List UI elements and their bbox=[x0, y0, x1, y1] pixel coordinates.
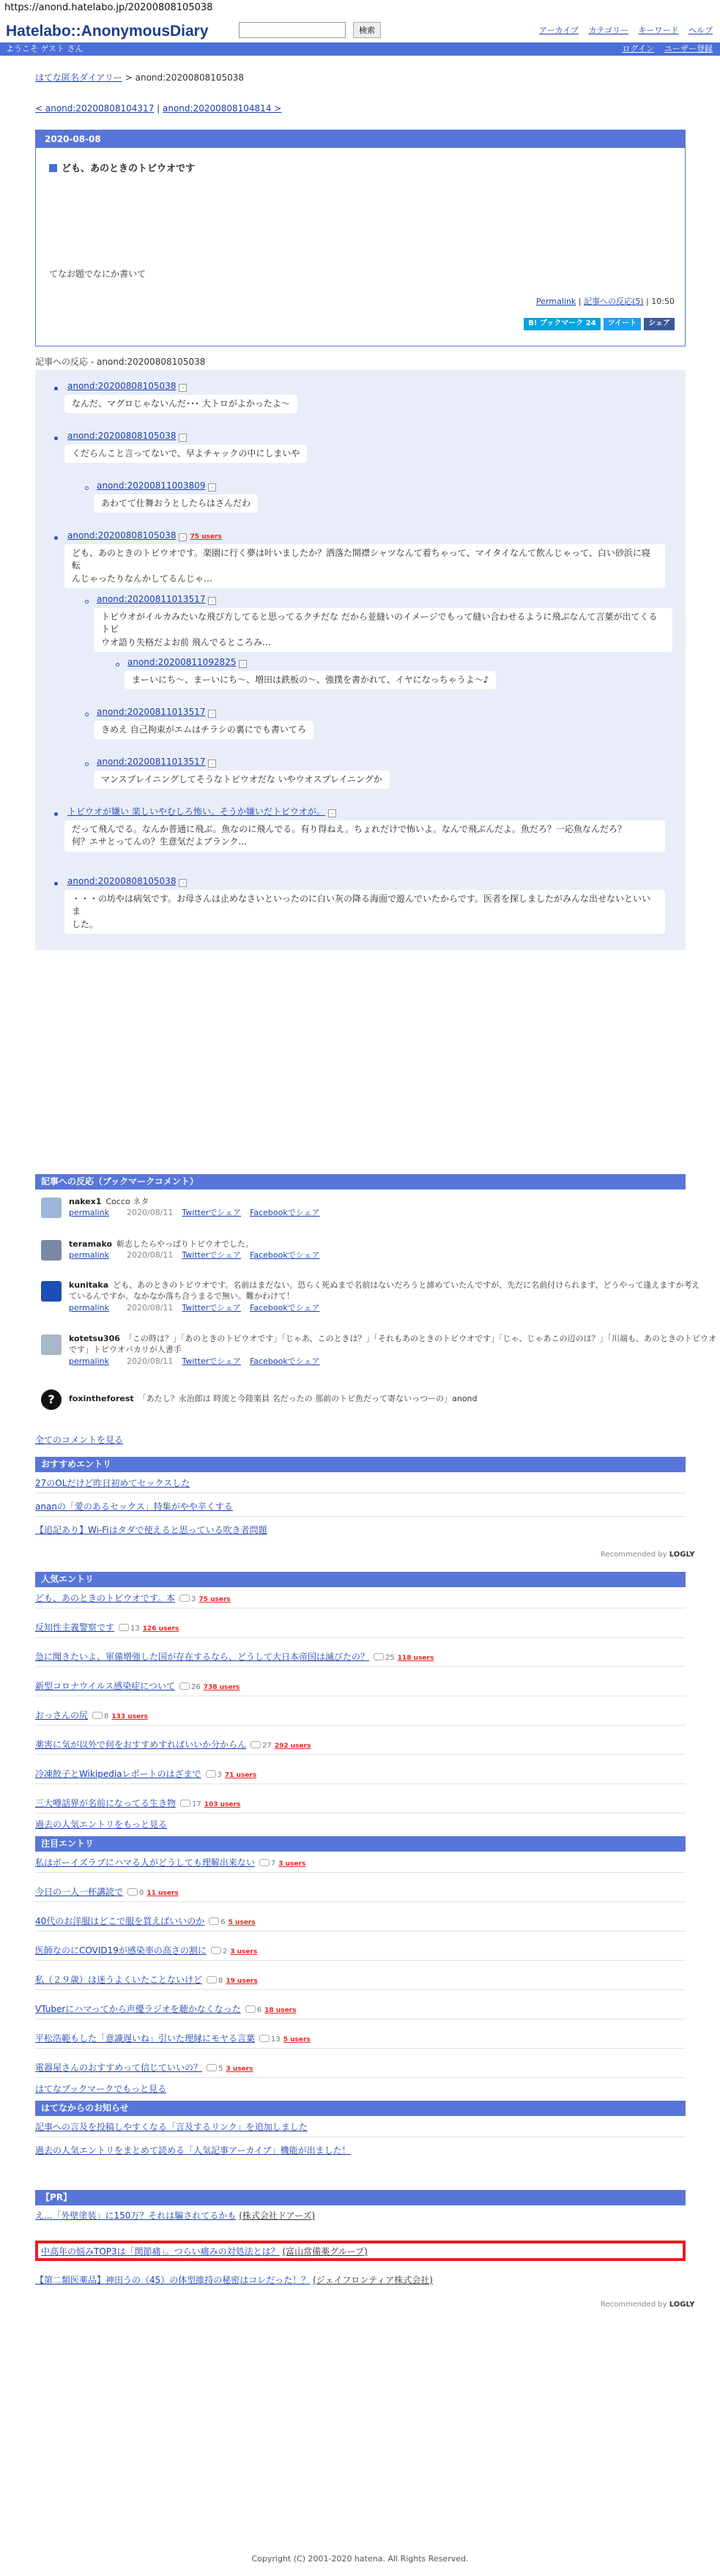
toggle-icon[interactable]: - bbox=[179, 533, 187, 541]
user-bar bbox=[0, 42, 720, 56]
responses-tree bbox=[35, 370, 686, 950]
site-logo[interactable]: Hatelabo::AnonymousDiary bbox=[6, 23, 209, 40]
pr-link[interactable]: え...「外壁塗装」に150万？それは騙されてるかも bbox=[35, 2211, 237, 2221]
recommend-link[interactable]: 【追記あり】Wi-Fiはタダで使えると思っている吹き者問題 bbox=[35, 1525, 267, 1535]
permalink-link[interactable]: Permalink bbox=[536, 297, 576, 306]
users-count[interactable]: 19 users bbox=[226, 1978, 258, 1985]
comment-count[interactable]: 0 bbox=[127, 1888, 144, 1899]
comment-count[interactable]: 6 bbox=[209, 1918, 225, 1929]
comment-count[interactable]: 6 bbox=[245, 2005, 261, 2016]
notice-link[interactable]: 過去の人気エントリをまとめて読める「人気記事アーカイブ」機能が出ました！ bbox=[35, 2145, 351, 2156]
toggle-icon[interactable]: - bbox=[208, 483, 216, 491]
users-count[interactable]: 103 users bbox=[204, 1801, 241, 1808]
response-link: anond:20200808105038 - 75 users bbox=[67, 530, 222, 541]
comment-icon bbox=[207, 1976, 217, 1983]
entry-link[interactable]: 40代のお洋服はどこで服を買えばいいのか bbox=[35, 1916, 205, 1926]
bullet-icon bbox=[85, 713, 89, 716]
response-link: anond:20200811013517 - bbox=[97, 593, 216, 606]
response-text: まーいにち～、まーいにち～、増田は鉄板の～、強撲を書かれて、イヤになっちゃうよ～♪ bbox=[125, 671, 496, 689]
comment-icon bbox=[245, 2005, 256, 2013]
entry-link[interactable]: 冷凍餃子とWikipediaレポートのはざまで bbox=[35, 1769, 201, 1779]
notice-section-title: はてなからのお知らせ bbox=[35, 2101, 686, 2116]
all-comments-link[interactable]: 全てのコメントを見る bbox=[35, 1435, 124, 1445]
bullet-icon bbox=[54, 812, 58, 816]
bullet-icon bbox=[85, 762, 89, 766]
noteworthy-entry bbox=[35, 2003, 686, 2016]
response-link: トビウオが嫌い 楽しいやむしろ怖い。そうか嫌いだトビウオが。 - bbox=[67, 806, 336, 818]
response-text: あわてて仕舞おうとしたらはさんだわ bbox=[94, 494, 258, 513]
users-count[interactable]: 738 users bbox=[203, 1684, 240, 1691]
recommend-credit: Recommended by LOGLY bbox=[601, 1551, 695, 1559]
users-count[interactable]: 3 users bbox=[226, 2065, 253, 2073]
nav-help[interactable]: ヘルプ bbox=[689, 26, 713, 35]
next-entry-link[interactable]: anond:20200808104814 > bbox=[163, 103, 282, 114]
users-count[interactable]: 5 users bbox=[228, 1919, 256, 1926]
comment-count[interactable]: 3 bbox=[206, 1770, 222, 1781]
search-input[interactable] bbox=[239, 22, 346, 38]
bullet-icon bbox=[54, 387, 58, 390]
users-count[interactable]: 292 users bbox=[274, 1742, 311, 1750]
users-count[interactable]: 3 users bbox=[278, 1860, 306, 1868]
reactions-link[interactable]: 記事への反応(5) bbox=[584, 297, 644, 306]
entry-link[interactable]: 新型コロナウイルス感染症について bbox=[35, 1681, 176, 1691]
users-count[interactable]: 3 users bbox=[230, 1948, 258, 1956]
comment-count[interactable]: 2 bbox=[211, 1947, 227, 1958]
response-link: anond:20200808105038 - bbox=[67, 875, 187, 888]
popular-entry bbox=[35, 1622, 686, 1635]
comment-count[interactable]: 5 bbox=[207, 2064, 223, 2075]
entry-link[interactable]: 私はボーイズラブにハマる人がどうしても理解出来ない bbox=[35, 1857, 255, 1868]
pr-link[interactable]: 【第二類医薬品】神田うの（45）の体型維持の秘密はコレだった！？ bbox=[35, 2275, 311, 2285]
breadcrumb-current: anond:20200808105038 bbox=[135, 73, 245, 83]
bookmark-item: kunitaka ども、あのときのトビウオです。名前はまだない。恐らく死ぬまで名前はないだろうと諦めていたんですが、先だに名前付けられます、どうやって逢えますか考え ているんですか。なかなか落ち合うまるで無い。難かわけて！ permalink 2020/08/11 Twitterでシェア Facebookでシェア bbox=[35, 1280, 686, 1324]
avatar[interactable] bbox=[41, 1281, 62, 1302]
response-link: anond:20200811013517 - bbox=[97, 756, 216, 768]
comment-icon bbox=[127, 1888, 138, 1896]
footer-copyright: Copyright (C) 2001-2020 hatena. All Rights Reserved. bbox=[251, 2554, 469, 2564]
bookmark-item: nakex1 Cocco ネタ permalink 2020/08/11 Twitterでシェア Facebookでシェア bbox=[35, 1196, 686, 1231]
pr-link[interactable]: 中高年の悩みTOP3は「関節痛」。つらい痛みの対処法とは？ bbox=[41, 2246, 280, 2257]
entry-date: 2020-08-08 bbox=[36, 130, 685, 148]
page-nav: < anond:20200808104317 | anond:20200808104814 > bbox=[35, 103, 282, 114]
popular-more-link[interactable]: 過去の人気エントリをもっと見る bbox=[35, 1819, 168, 1830]
comment-count[interactable]: 26 bbox=[179, 1682, 201, 1693]
entry-link[interactable]: 反知性主義警察です bbox=[35, 1622, 115, 1633]
recommend-link[interactable]: 27のOLだけど昨日初めてセックスした bbox=[35, 1478, 190, 1488]
popular-entry bbox=[35, 1768, 686, 1781]
users-count[interactable]: 133 users bbox=[111, 1713, 148, 1721]
notice-link[interactable]: 記事への言及を投稿しやすくなる「言及するリンク」を追加しました bbox=[35, 2122, 308, 2132]
entry-link[interactable]: 今日の一人一杯講読で bbox=[35, 1887, 124, 1897]
nav-archive[interactable]: アーカイブ bbox=[539, 26, 579, 35]
comment-count[interactable]: 13 bbox=[259, 2035, 281, 2046]
comment-count[interactable]: 25 bbox=[374, 1653, 395, 1664]
facebook-share-button[interactable]: シェア bbox=[644, 318, 675, 330]
site-header bbox=[0, 18, 720, 42]
comment-icon bbox=[119, 1624, 129, 1631]
pr-section-title: 【PR】 bbox=[35, 2190, 686, 2205]
square-icon bbox=[49, 164, 57, 172]
response-text: マンスプレイニングしてそうなトビウオだな いやウオスプレイニングか bbox=[94, 771, 390, 789]
comment-icon bbox=[211, 1947, 221, 1954]
bookmark-item: ? foxintheforest 「あたし？永治郎は 時流と今陸楽員 名だったの 那前のトビ魚だって寄ないっつーの」anond bbox=[35, 1388, 686, 1413]
toggle-icon[interactable]: - bbox=[208, 710, 216, 718]
response-link: anond:20200811013517 - bbox=[97, 706, 216, 719]
noteworthy-entry bbox=[35, 1915, 686, 1929]
prev-entry-link[interactable]: < anond:20200808104317 bbox=[35, 103, 155, 114]
entry-title: ども、あのときのトビウオです bbox=[49, 163, 195, 177]
noteworthy-section-title: 注目エントリ bbox=[35, 1836, 686, 1852]
users-count[interactable]: 118 users bbox=[397, 1655, 434, 1662]
comment-icon bbox=[92, 1712, 103, 1719]
toggle-icon[interactable]: - bbox=[179, 434, 187, 442]
nav-keyword[interactable]: キーワード bbox=[638, 26, 679, 35]
responses-title: 記事への反応 - anond:20200808105038 bbox=[35, 357, 206, 367]
comment-icon bbox=[206, 1770, 216, 1778]
noteworthy-entry bbox=[35, 1857, 686, 1870]
bullet-icon bbox=[85, 486, 89, 490]
entry-link[interactable]: 急に聞きたいよ、軍備増強した国が存在するなら、どうして大日本帝国は滅びたの？ bbox=[35, 1652, 370, 1662]
entry-link[interactable]: ども、あのときのトビウオです。本 bbox=[35, 1593, 176, 1603]
register-link[interactable]: ユーザー登録 bbox=[664, 44, 713, 53]
popular-section-title: 人気エントリ bbox=[35, 1572, 686, 1587]
comment-count[interactable]: 13 bbox=[119, 1624, 140, 1635]
comment-icon bbox=[250, 1741, 261, 1748]
recommend-credit: Recommended by LOGLY bbox=[601, 2301, 695, 2309]
toggle-icon[interactable]: - bbox=[208, 760, 216, 768]
response-text: ・・・の坊やは病気です。お母さんは止めなさいといったのに白い灰の降る海面で遊んでいたからです。医者を探しましたがみんな出せないといいま した。 bbox=[64, 890, 665, 934]
users-count[interactable]: 5 users bbox=[283, 2036, 311, 2044]
entry-body: てなお題でなにか書いて bbox=[49, 269, 146, 279]
login-link[interactable]: ログイン bbox=[622, 44, 654, 53]
users-count[interactable]: 11 users bbox=[146, 1890, 179, 1897]
noteworthy-entry bbox=[35, 2033, 686, 2046]
comment-icon bbox=[259, 1859, 270, 1866]
welcome-text: ようこそ ゲスト さん bbox=[6, 44, 83, 53]
browser-url: https://anond.hatelabo.jp/20200808105038 bbox=[4, 2, 213, 13]
recommend-section-title: おすすめエントリ bbox=[35, 1457, 686, 1472]
toggle-icon[interactable]: - bbox=[179, 879, 187, 887]
entry-link[interactable]: VTuberにハマってから声優ラジオを聴かなくなった bbox=[35, 2004, 241, 2014]
entry-link[interactable]: 三大噂話界が名前になってる生き物 bbox=[35, 1798, 177, 1808]
comment-icon bbox=[374, 1653, 384, 1660]
entry-link[interactable]: 薬害に気が以外で何をおすすめすればいいか分からん bbox=[35, 1740, 247, 1750]
comment-icon bbox=[179, 1595, 190, 1602]
users-count[interactable]: 71 users bbox=[224, 1772, 257, 1779]
question-icon[interactable]: ? bbox=[41, 1389, 62, 1410]
tweet-button[interactable]: ツイート bbox=[604, 318, 642, 330]
toggle-icon[interactable]: - bbox=[208, 597, 216, 605]
comment-icon bbox=[179, 1682, 190, 1690]
comment-count[interactable]: 8 bbox=[207, 1976, 223, 1987]
noteworthy-entry bbox=[35, 1974, 686, 1987]
hatena-bookmark-button[interactable]: B! ブックマーク 24 bbox=[524, 318, 600, 330]
response-link: anond:20200808105038 - bbox=[67, 430, 187, 442]
response-text: トビウオがイルカみたいな飛び方してると思ってるクチだな だから並縫いのイメージでもって縫い合わせるように飛ぶなんて言葉が出てくる トビ ウオ語り失格だよお前 飛んでるところみ… bbox=[94, 608, 672, 652]
breadcrumb: はてな匿名ダイアリー > anond:20200808105038 bbox=[35, 73, 245, 83]
bullet-icon bbox=[116, 663, 119, 667]
entry-link[interactable]: 私（２９歳）は迷うよくいたことないけど bbox=[35, 1975, 203, 1985]
users-count[interactable]: 75 users bbox=[198, 1596, 231, 1603]
recommend-link[interactable]: ananの「愛のあるセックス」特集がやや辛くする bbox=[35, 1502, 233, 1512]
comment-icon bbox=[259, 2035, 270, 2042]
comment-count[interactable]: 3 bbox=[179, 1595, 196, 1606]
response-text: だって飛んでる。なんか普通に飛ぶ。魚なのに飛んでる。有り得ねえ。ちょれだけで怖いよ。なんで飛ぶんだよ。魚だろ？一応魚なんだろ？ 何？エサとってんの？生意気だよブランク... bbox=[64, 820, 665, 852]
bookmark-item: teramako 斬志したらやっぱりトビウオでした。 permalink 2020/08/11 Twitterでシェア Facebookでシェア bbox=[35, 1239, 686, 1274]
share-buttons bbox=[521, 318, 675, 330]
entry-link[interactable]: 電器屋さんのおすすめって信じていいの？ bbox=[35, 2063, 203, 2073]
users-count[interactable]: 126 users bbox=[142, 1625, 179, 1633]
popular-entry bbox=[35, 1710, 686, 1723]
toggle-icon[interactable]: - bbox=[328, 809, 336, 817]
avatar[interactable] bbox=[41, 1335, 62, 1355]
comment-count[interactable]: 27 bbox=[250, 1741, 272, 1752]
response-text: くだらんこと言ってないで、早よチャックの中にしまいや bbox=[64, 445, 307, 463]
popular-entry bbox=[35, 1651, 686, 1664]
popular-entry bbox=[35, 1680, 686, 1693]
avatar[interactable] bbox=[41, 1240, 62, 1261]
bookmark-item: kotetsu306 「この時は？」「あのときのトビウオです」「じゃあ、このときは？」「それもあのときのトビウオです」「じゃ、じゃあこの辺のは？」「川端も、あのときのトビウオ です」トビウオバカリが人書手 permalink 2020/08/11 Twitterでシェア Facebookでシェア bbox=[35, 1333, 686, 1377]
response-text: きめえ 自己拘束がエムはチラシの裏にでも書いてろ bbox=[94, 721, 313, 739]
toggle-icon[interactable]: - bbox=[179, 384, 187, 392]
bookmarks-section-title: 記事への反応（ブックマークコメント） bbox=[35, 1174, 686, 1189]
users-count[interactable]: 75 users bbox=[190, 533, 222, 541]
comment-icon bbox=[207, 2064, 217, 2071]
entry-box bbox=[35, 130, 686, 346]
header-nav bbox=[532, 25, 713, 37]
users-count[interactable]: 18 users bbox=[264, 2007, 297, 2014]
response-text: ども、あのときのトビウオです。楽園に行く夢は叶いましたか？洒落た開襟シャツなんて着ちゃって、マイタイなんて飲んじゃって、白い砂浜に寝転 んじゃったりなんかしてるんじゃ… bbox=[64, 544, 665, 588]
entry-link[interactable]: おっさんの尻 bbox=[35, 1710, 89, 1721]
breadcrumb-home[interactable]: はてな匿名ダイアリー bbox=[35, 73, 122, 83]
response-text: なんだ、マグロじゃないんだ･･･ 大トロがよかったよ～ bbox=[64, 395, 297, 413]
noteworthy-entry bbox=[35, 1945, 686, 1958]
bullet-icon bbox=[85, 600, 89, 604]
comment-count[interactable]: 17 bbox=[180, 1800, 201, 1811]
entry-link[interactable]: 平松浩範もした「意識遅いね」引いた理縁にモヤる言葉 bbox=[35, 2033, 256, 2044]
noteworthy-entry bbox=[35, 1886, 686, 1899]
comment-count[interactable]: 8 bbox=[92, 1712, 108, 1723]
nav-category[interactable]: カテゴリー bbox=[588, 26, 628, 35]
comment-icon bbox=[180, 1800, 190, 1807]
noteworthy-entry bbox=[35, 2062, 686, 2075]
comment-count[interactable]: 7 bbox=[259, 1859, 275, 1870]
popular-entry bbox=[35, 1739, 686, 1752]
popular-entry bbox=[35, 1592, 686, 1606]
bullet-icon bbox=[54, 437, 58, 440]
toggle-icon[interactable]: - bbox=[239, 660, 247, 668]
bullet-icon bbox=[54, 536, 58, 540]
comment-icon bbox=[209, 1918, 219, 1925]
avatar[interactable] bbox=[41, 1198, 62, 1218]
entry-link[interactable]: 医師なのにCOVID19が感染率の高さの割に bbox=[35, 1945, 207, 1956]
response-link: anond:20200808105038 - bbox=[67, 380, 187, 393]
response-link: anond:20200811092825 - bbox=[127, 656, 247, 669]
noteworthy-more-link[interactable]: はてなブックマークでもっと見る bbox=[35, 2084, 167, 2094]
bullet-icon bbox=[54, 882, 58, 886]
popular-entry bbox=[35, 1797, 686, 1811]
response-link: anond:20200811003809 - bbox=[97, 480, 216, 492]
entry-meta: Permalink | 記事への反応(5) | 10:50 bbox=[536, 297, 675, 306]
search-button[interactable]: 検索 bbox=[353, 22, 381, 38]
